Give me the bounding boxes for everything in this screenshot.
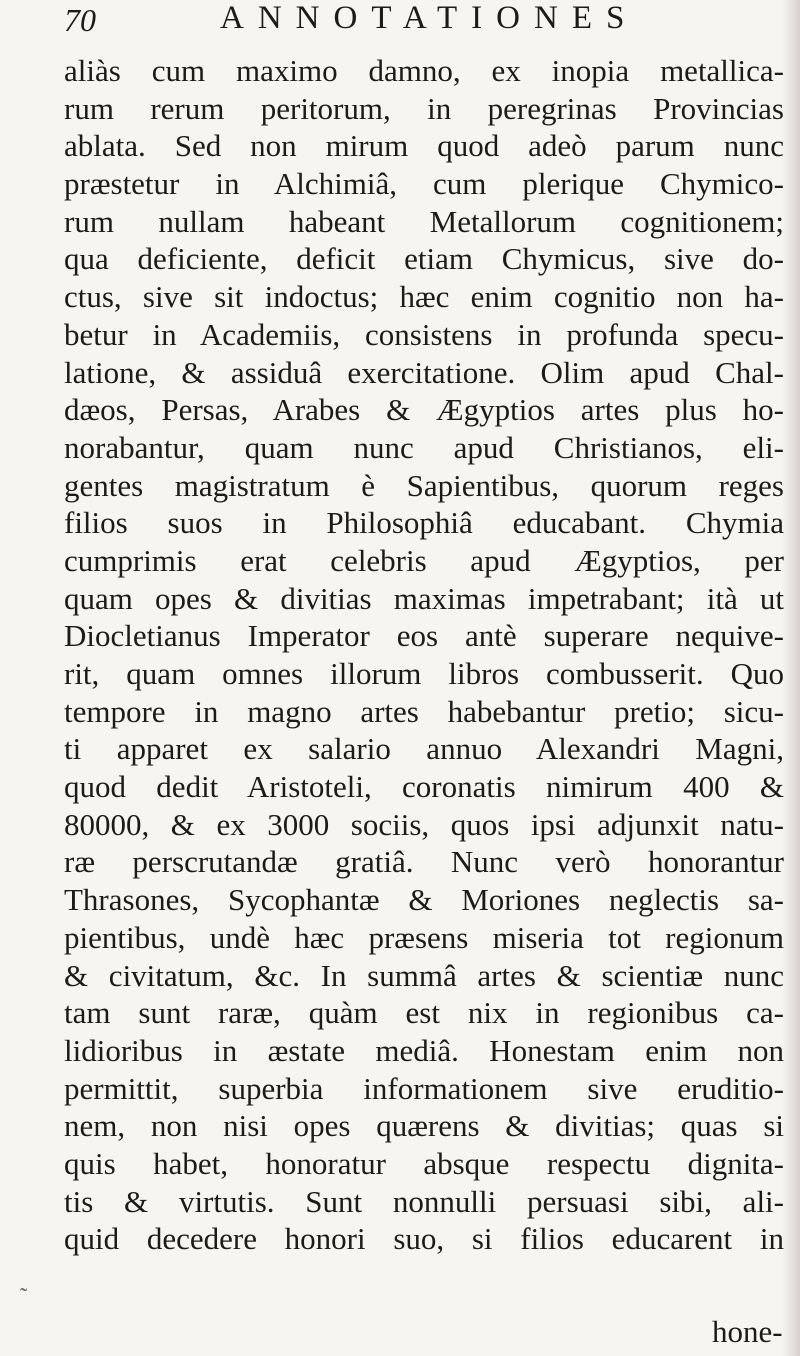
text-line: betur in Academiis, consistens in profunda specu- [64, 316, 784, 352]
margin-mark: ˜ [20, 1283, 28, 1308]
text-line: nem, non nisi opes quærens & divitias; quas si [64, 1108, 784, 1144]
text-line: Diocletianus Imperator eos antè superare nequive- [64, 618, 784, 654]
text-line: ablata. Sed non mirum quod adeò parum nunc [64, 128, 784, 164]
text-line: tis & virtutis. Sunt nonnulli persuasi sibi, ali- [64, 1183, 784, 1219]
text-line: 80000, & ex 3000 sociis, quos ipsi adjunxit natu- [64, 806, 784, 842]
text-line: ti apparet ex salario annuo Alexandri Magni, [64, 731, 784, 767]
catchword: hone- [712, 1314, 783, 1349]
text-line: quam opes & divitias maximas impetrabant; ità ut [64, 580, 784, 616]
text-line: ctus, sive sit indoctus; hæc enim cognitio non ha- [64, 279, 784, 315]
text-line: dæos, Persas, Arabes & Ægyptios artes plus ho- [64, 392, 784, 428]
running-head: ANNOTATIONES [220, 0, 639, 36]
text-line: permittit, superbia informationem sive eruditio- [64, 1070, 784, 1106]
text-line: rit, quam omnes illorum libros combusserit. Quo [64, 656, 784, 691]
text-line: quid decedere honori suo, si filios educarent in [64, 1221, 784, 1257]
text-line: lidioribus in æstate mediâ. Honestam enim non [64, 1032, 784, 1068]
page-number: 70 [64, 2, 96, 38]
text-line: latione, & assiduâ exercitatione. Olim apud Chal- [64, 354, 784, 390]
text-line: tam sunt raræ, quàm est nix in regionibus ca- [64, 995, 784, 1031]
text-line: tempore in magno artes habebantur pretio; sicu- [64, 693, 784, 729]
text-line: gentes magistratum è Sapientibus, quorum reges [64, 467, 784, 503]
text-line: Thrasones, Sycophantæ & Moriones neglectis sa- [64, 882, 784, 918]
text-line: rum rerum peritorum, in peregrinas Provincias [64, 90, 784, 126]
page-gutter-shadow [782, 0, 800, 1356]
text-line: & civitatum, &c. In summâ artes & scientiæ nunc [64, 957, 784, 993]
text-line: ræ perscrutandæ gratiâ. Nunc verò honorantur [64, 844, 784, 880]
text-line: filios suos in Philosophiâ educabant. Chymia [64, 505, 784, 541]
text-line: præstetur in Alchimiâ, cum plerique Chymico- [64, 166, 784, 202]
text-line: rum nullam habeant Metallorum cognitionem; [64, 203, 784, 239]
text-line: quod dedit Aristoteli, coronatis nimirum 400 & [64, 769, 784, 805]
text-line: pientibus, undè hæc præsens miseria tot regionum [64, 919, 784, 955]
text-line: aliàs cum maximo damno, ex inopia metallica- [64, 53, 784, 88]
text-line: quis habet, honoratur absque respectu dignita- [64, 1145, 784, 1181]
body-text [64, 52, 784, 1258]
text-line: cumprimis erat celebris apud Ægyptios, per [64, 542, 784, 578]
text-line: qua deficiente, deficit etiam Chymicus, sive do- [64, 241, 784, 277]
text-line: norabantur, quam nunc apud Christianos, eli- [64, 429, 784, 465]
